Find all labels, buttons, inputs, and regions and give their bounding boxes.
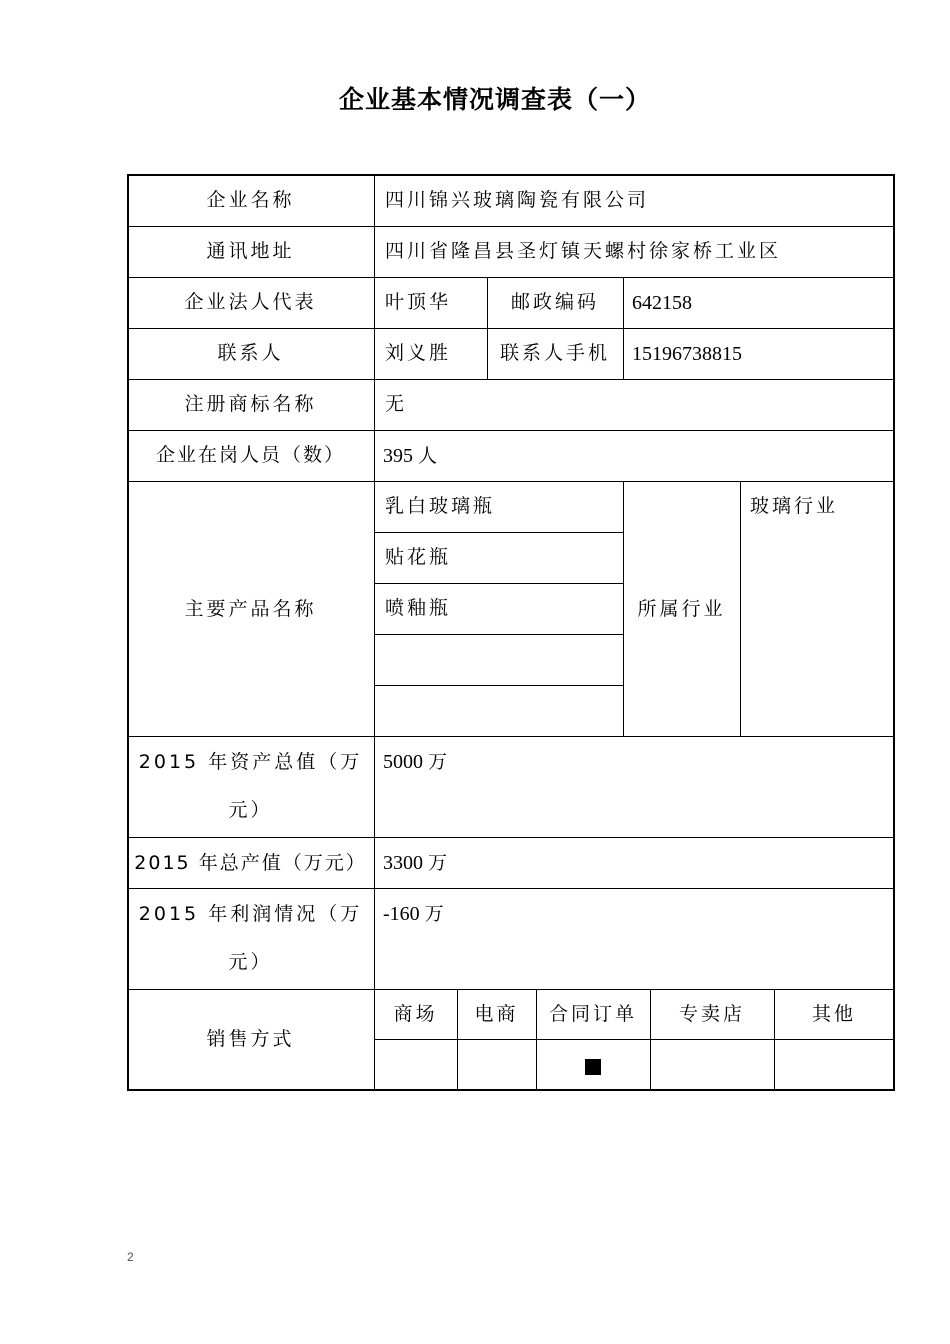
row-divider <box>127 226 895 227</box>
staff-number: 395 <box>383 445 413 467</box>
table-border-top <box>127 174 895 176</box>
output-unit: 万 <box>428 852 451 874</box>
output-number: 3300 <box>383 852 423 874</box>
output-value <box>383 851 450 875</box>
staff-value <box>383 444 440 468</box>
product-divider <box>374 583 623 584</box>
selected-checkbox-icon[interactable] <box>585 1059 601 1075</box>
row-divider <box>127 481 895 482</box>
profit-label-line2: 元） <box>228 951 273 973</box>
sales-divider <box>374 1039 895 1040</box>
table-border-right <box>893 174 895 1091</box>
sales-channel-contract: 合同订单 <box>548 1003 637 1025</box>
profit-number: -160 <box>383 903 420 925</box>
product-divider <box>374 532 623 533</box>
output-label: 2015 年总产值（万元） <box>134 852 367 874</box>
assets-label-line2: 元） <box>228 799 273 821</box>
row-divider <box>127 989 895 990</box>
product-item: 贴花瓶 <box>385 546 452 568</box>
product-item: 乳白玻璃瓶 <box>385 495 496 517</box>
sales-channel-mall: 商场 <box>393 1003 438 1025</box>
row-divider <box>127 328 895 329</box>
sales-channel-store: 专卖店 <box>678 1003 745 1025</box>
address-value: 四川省隆昌县圣灯镇天螺村徐家桥工业区 <box>385 240 782 262</box>
address-label: 通讯地址 <box>206 240 295 262</box>
product-divider <box>374 685 623 686</box>
company-name-value: 四川锦兴玻璃陶瓷有限公司 <box>385 189 650 211</box>
column-divider <box>740 481 741 736</box>
profit-label-line1: 2015 年利润情况（万 <box>138 903 363 925</box>
legal-rep-value: 叶顶华 <box>385 291 452 313</box>
products-label: 主要产品名称 <box>184 598 317 620</box>
row-divider <box>127 888 895 889</box>
phone-label: 联系人手机 <box>499 342 610 364</box>
row-divider <box>127 837 895 838</box>
industry-label: 所属行业 <box>637 598 726 620</box>
profit-unit: 万 <box>424 903 447 925</box>
staff-label: 企业在岗人员（数） <box>155 444 345 466</box>
sales-channel-other: 其他 <box>811 1003 856 1025</box>
product-divider <box>374 634 623 635</box>
product-item: 喷釉瓶 <box>385 597 452 619</box>
row-divider <box>127 736 895 737</box>
postcode-value: 642158 <box>632 292 692 314</box>
assets-label-line1: 2015 年资产总值（万 <box>138 751 363 773</box>
assets-unit: 万 <box>428 751 451 773</box>
row-divider <box>127 379 895 380</box>
page-number: 2 <box>127 1250 134 1264</box>
assets-number: 5000 <box>383 751 423 773</box>
row-divider <box>127 430 895 431</box>
column-divider <box>374 174 375 1091</box>
contact-label: 联系人 <box>217 342 284 364</box>
trademark-label: 注册商标名称 <box>184 393 317 415</box>
sales-channel-ecommerce: 电商 <box>474 1003 519 1025</box>
page-title: 企业基本情况调查表（一） <box>338 85 651 114</box>
survey-table <box>127 174 895 1091</box>
legal-rep-label: 企业法人代表 <box>184 291 317 313</box>
profit-value <box>383 902 447 926</box>
sales-label: 销售方式 <box>206 1028 295 1050</box>
staff-unit: 人 <box>418 445 441 467</box>
trademark-value: 无 <box>385 393 408 415</box>
contact-value: 刘义胜 <box>385 342 452 364</box>
assets-label <box>127 750 374 774</box>
company-name-label: 企业名称 <box>206 189 295 211</box>
postcode-label: 邮政编码 <box>510 291 599 313</box>
row-divider <box>127 277 895 278</box>
column-divider <box>623 277 624 379</box>
phone-value: 15196738815 <box>632 343 742 365</box>
industry-value: 玻璃行业 <box>750 495 839 517</box>
table-border-bottom <box>127 1089 895 1091</box>
assets-value <box>383 750 450 774</box>
